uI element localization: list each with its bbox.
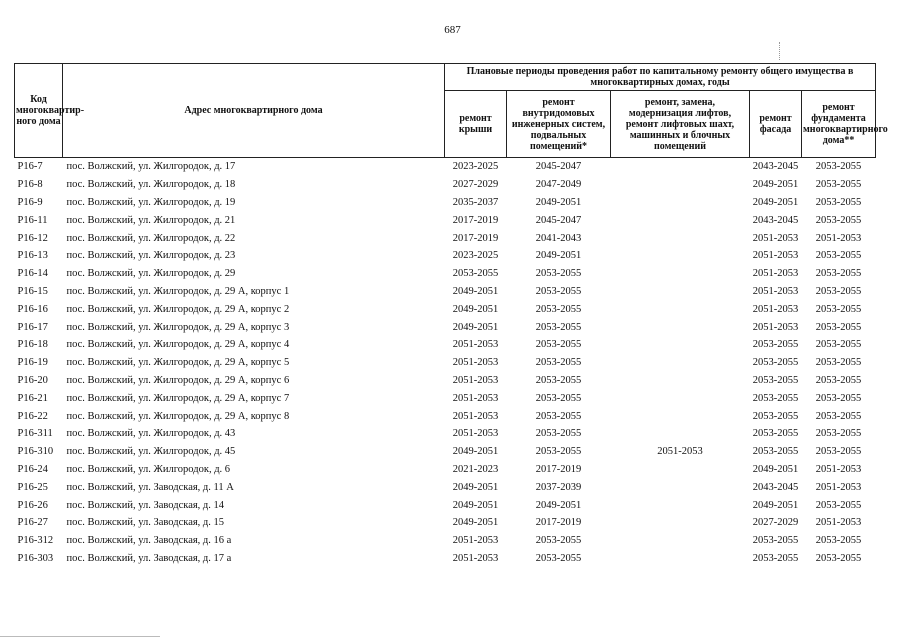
cell-address: пос. Волжский, ул. Жилгородок, д. 29 А, корпус 2 (66, 303, 290, 315)
header-foundation: ремонт фундамента многоквартирного дома** (802, 91, 876, 158)
cell-roof: 2049-2051 (452, 303, 499, 315)
cell-code: Р16-14 (17, 268, 48, 280)
header-code: Код многоквартир-ного дома (15, 64, 63, 158)
header-periods-group: Плановые периоды проведения работ по капитальному ремонту общего имущества в многоквартирных домах, годы (445, 64, 876, 91)
cell-elevators (611, 389, 750, 407)
cell-systems: 2045-2047 (535, 214, 582, 226)
cell-roof: 2051-2053 (452, 339, 499, 351)
cell-foundation: 2053-2055 (815, 321, 862, 333)
cell-foundation: 2053-2055 (815, 179, 862, 191)
cell-code: Р16-11 (17, 214, 48, 226)
cell-roof: 2049-2051 (452, 285, 499, 297)
cell-address: пос. Волжский, ул. Жилгородок, д. 29 (66, 268, 236, 280)
cell-systems: 2017-2019 (535, 463, 582, 475)
cell-roof: 2049-2051 (452, 481, 499, 493)
cell-address: пос. Волжский, ул. Жилгородок, д. 29 А, корпус 8 (66, 410, 290, 422)
cell-address: пос. Волжский, ул. Жилгородок, д. 29 А, корпус 5 (66, 357, 290, 369)
cell-foundation: 2053-2055 (815, 410, 862, 422)
cell-roof: 2035-2037 (452, 196, 499, 208)
cell-code: Р16-17 (17, 321, 48, 333)
cell-foundation: 2051-2053 (815, 481, 862, 493)
cell-facade: 2053-2055 (752, 357, 799, 369)
table-row (15, 176, 876, 194)
table-row (15, 461, 876, 479)
cell-code: Р16-15 (17, 285, 48, 297)
cell-roof: 2051-2053 (452, 374, 499, 386)
cell-address: пос. Волжский, ул. Жилгородок, д. 29 А, корпус 4 (66, 339, 290, 351)
cell-facade: 2027-2029 (752, 517, 799, 529)
cell-foundation: 2053-2055 (815, 499, 862, 511)
cell-facade: 2051-2053 (752, 285, 799, 297)
cell-code: Р16-27 (17, 517, 48, 529)
cell-code: Р16-9 (17, 196, 43, 208)
cell-address: пос. Волжский, ул. Жилгородок, д. 29 А, корпус 6 (66, 374, 290, 386)
cell-facade: 2043-2045 (752, 161, 799, 173)
cell-elevators (611, 496, 750, 514)
cell-address: пос. Волжский, ул. Жилгородок, д. 22 (66, 232, 236, 244)
cell-address: пос. Волжский, ул. Жилгородок, д. 6 (66, 463, 231, 475)
cell-code: Р16-25 (17, 481, 48, 493)
header-facade: ремонт фасада (750, 91, 802, 158)
cell-foundation: 2051-2053 (815, 463, 862, 475)
table-row (15, 514, 876, 532)
cell-systems: 2037-2039 (535, 481, 582, 493)
cell-code: Р16-21 (17, 392, 48, 404)
table-row (15, 300, 876, 318)
cell-facade: 2049-2051 (752, 196, 799, 208)
cell-address: пос. Волжский, ул. Жилгородок, д. 29 А, корпус 7 (66, 392, 290, 404)
cell-address: пос. Волжский, ул. Жилгородок, д. 43 (66, 428, 236, 440)
table-row (15, 478, 876, 496)
cell-foundation: 2053-2055 (815, 357, 862, 369)
cell-address: пос. Волжский, ул. Заводская, д. 17 а (66, 552, 232, 564)
cell-facade: 2053-2055 (752, 535, 799, 547)
scan-edge-line (0, 636, 160, 637)
header-roof: ремонт крыши (445, 91, 507, 158)
cell-elevators (611, 532, 750, 550)
cell-elevators (611, 478, 750, 496)
cell-address: пос. Волжский, ул. Жилгородок, д. 29 А, корпус 3 (66, 321, 290, 333)
cell-systems: 2045-2047 (535, 161, 582, 173)
cell-code: Р16-303 (17, 552, 54, 564)
cell-roof: 2027-2029 (452, 179, 499, 191)
cell-foundation: 2053-2055 (815, 446, 862, 458)
cell-foundation: 2053-2055 (815, 535, 862, 547)
cell-code: Р16-311 (17, 428, 53, 440)
cell-address: пос. Волжский, ул. Жилгородок, д. 19 (66, 196, 236, 208)
cell-code: Р16-8 (17, 179, 43, 191)
cell-systems: 2047-2049 (535, 179, 582, 191)
cell-systems: 2049-2051 (535, 499, 582, 511)
cell-elevators (611, 158, 750, 176)
cell-code: Р16-13 (17, 250, 48, 262)
cell-foundation: 2053-2055 (815, 374, 862, 386)
table-row (15, 247, 876, 265)
cell-elevators (611, 176, 750, 194)
cell-foundation: 2053-2055 (815, 285, 862, 297)
cell-foundation: 2053-2055 (815, 196, 862, 208)
cell-roof: 2017-2019 (452, 214, 499, 226)
table-row (15, 158, 876, 176)
cell-systems: 2053-2055 (535, 552, 582, 564)
cell-facade: 2049-2051 (752, 499, 799, 511)
cell-facade: 2053-2055 (752, 446, 799, 458)
cell-address: пос. Волжский, ул. Заводская, д. 14 (66, 499, 225, 511)
cell-address: пос. Волжский, ул. Заводская, д. 16 а (66, 535, 232, 547)
cell-elevators (611, 336, 750, 354)
cell-facade: 2053-2055 (752, 392, 799, 404)
table-row (15, 496, 876, 514)
cell-elevators (611, 265, 750, 283)
cell-roof: 2051-2053 (452, 535, 499, 547)
cell-systems: 2049-2051 (535, 196, 582, 208)
cell-address: пос. Волжский, ул. Жилгородок, д. 18 (66, 179, 236, 191)
cell-elevators (611, 425, 750, 443)
cell-facade: 2049-2051 (752, 179, 799, 191)
cell-roof: 2017-2019 (452, 232, 499, 244)
cell-foundation: 2053-2055 (815, 250, 862, 262)
cell-systems: 2017-2019 (535, 517, 582, 529)
table-row (15, 318, 876, 336)
cell-systems: 2053-2055 (535, 285, 582, 297)
cell-address: пос. Волжский, ул. Жилгородок, д. 21 (66, 214, 236, 226)
capital-repair-table (14, 63, 888, 567)
header-systems: ремонт внутридомовых инженерных систем, подвальных помещений* (507, 91, 611, 158)
cell-facade: 2049-2051 (752, 463, 799, 475)
cell-systems: 2053-2055 (535, 392, 582, 404)
cell-foundation: 2053-2055 (815, 268, 862, 280)
cell-foundation: 2053-2055 (815, 161, 862, 173)
cell-foundation: 2053-2055 (815, 303, 862, 315)
cell-elevators (611, 354, 750, 372)
cell-facade: 2051-2053 (752, 303, 799, 315)
cell-elevators (611, 407, 750, 425)
cell-roof: 2049-2051 (452, 499, 499, 511)
cell-elevators: 2051-2053 (657, 446, 703, 458)
cell-facade: 2043-2045 (752, 214, 799, 226)
cell-address: пос. Волжский, ул. Заводская, д. 11 А (66, 481, 234, 493)
cell-systems: 2053-2055 (535, 268, 582, 280)
table-row (15, 336, 876, 354)
cell-facade: 2053-2055 (752, 428, 799, 440)
cell-roof: 2053-2055 (452, 268, 499, 280)
cell-foundation: 2053-2055 (815, 392, 862, 404)
cell-elevators (611, 229, 750, 247)
cell-roof: 2023-2025 (452, 250, 499, 262)
cell-systems: 2053-2055 (535, 535, 582, 547)
cell-roof: 2051-2053 (452, 552, 499, 564)
cell-code: Р16-310 (17, 446, 54, 458)
table-row (15, 532, 876, 550)
cell-code: Р16-22 (17, 410, 48, 422)
cell-roof: 2049-2051 (452, 321, 499, 333)
cell-elevators (611, 247, 750, 265)
cell-elevators (611, 283, 750, 301)
header-elevators: ремонт, замена, модернизация лифтов, ремонт лифтовых шахт, машинных и блочных помещений (611, 91, 750, 158)
cell-roof: 2049-2051 (452, 446, 499, 458)
cell-facade: 2053-2055 (752, 410, 799, 422)
cell-elevators (611, 514, 750, 532)
cell-facade: 2051-2053 (752, 250, 799, 262)
cell-facade: 2053-2055 (752, 374, 799, 386)
table-row (15, 265, 876, 283)
table-row (15, 211, 876, 229)
cell-roof: 2051-2053 (452, 410, 499, 422)
cell-address: пос. Волжский, ул. Жилгородок, д. 29 А, корпус 1 (66, 285, 290, 297)
table-row (15, 550, 876, 568)
cell-systems: 2053-2055 (535, 428, 582, 440)
table-row (15, 425, 876, 443)
cell-roof: 2021-2023 (452, 463, 499, 475)
cell-elevators (611, 461, 750, 479)
cell-facade: 2051-2053 (752, 268, 799, 280)
cell-code: Р16-18 (17, 339, 48, 351)
cell-address: пос. Волжский, ул. Жилгородок, д. 23 (66, 250, 236, 262)
cell-foundation: 2053-2055 (815, 428, 862, 440)
cell-facade: 2043-2045 (752, 481, 799, 493)
header-address: Адрес многоквартирного дома (63, 64, 445, 158)
table-row (15, 283, 876, 301)
cell-elevators (611, 211, 750, 229)
cell-code: Р16-312 (17, 535, 54, 547)
table-row (15, 354, 876, 372)
cell-systems: 2053-2055 (535, 339, 582, 351)
cell-systems: 2053-2055 (535, 446, 582, 458)
table-row (15, 407, 876, 425)
page-number: 687 (444, 24, 461, 36)
cell-facade: 2051-2053 (752, 232, 799, 244)
cell-elevators (611, 194, 750, 212)
cell-elevators (611, 550, 750, 568)
cell-facade: 2051-2053 (752, 321, 799, 333)
table-row (15, 389, 876, 407)
table-body (15, 158, 876, 568)
cell-facade: 2053-2055 (752, 339, 799, 351)
cell-code: Р16-7 (17, 161, 43, 173)
cell-facade: 2053-2055 (752, 552, 799, 564)
table-row (15, 229, 876, 247)
cell-roof: 2049-2051 (452, 517, 499, 529)
scan-mark-top (779, 42, 781, 60)
cell-elevators (611, 318, 750, 336)
cell-foundation: 2051-2053 (815, 232, 862, 244)
cell-roof: 2023-2025 (452, 161, 499, 173)
cell-code: Р16-24 (17, 463, 48, 475)
cell-foundation: 2051-2053 (815, 517, 862, 529)
cell-systems: 2053-2055 (535, 374, 582, 386)
cell-code: Р16-12 (17, 232, 48, 244)
table-row (15, 194, 876, 212)
cell-roof: 2051-2053 (452, 357, 499, 369)
cell-elevators (611, 372, 750, 390)
cell-address: пос. Волжский, ул. Жилгородок, д. 17 (66, 161, 236, 173)
cell-systems: 2053-2055 (535, 303, 582, 315)
cell-foundation: 2053-2055 (815, 552, 862, 564)
cell-systems: 2049-2051 (535, 250, 582, 262)
cell-systems: 2041-2043 (535, 232, 582, 244)
cell-code: Р16-16 (17, 303, 48, 315)
cell-address: пос. Волжский, ул. Заводская, д. 15 (66, 517, 225, 529)
cell-address: пос. Волжский, ул. Жилгородок, д. 45 (66, 446, 236, 458)
table-row (15, 443, 876, 461)
cell-roof: 2051-2053 (452, 428, 499, 440)
cell-code: Р16-19 (17, 357, 48, 369)
cell-code: Р16-26 (17, 499, 48, 511)
cell-roof: 2051-2053 (452, 392, 499, 404)
cell-foundation: 2053-2055 (815, 214, 862, 226)
cell-foundation: 2053-2055 (815, 339, 862, 351)
cell-systems: 2053-2055 (535, 321, 582, 333)
cell-code: Р16-20 (17, 374, 48, 386)
cell-systems: 2053-2055 (535, 357, 582, 369)
cell-elevators (611, 300, 750, 318)
cell-systems: 2053-2055 (535, 410, 582, 422)
table-row (15, 372, 876, 390)
